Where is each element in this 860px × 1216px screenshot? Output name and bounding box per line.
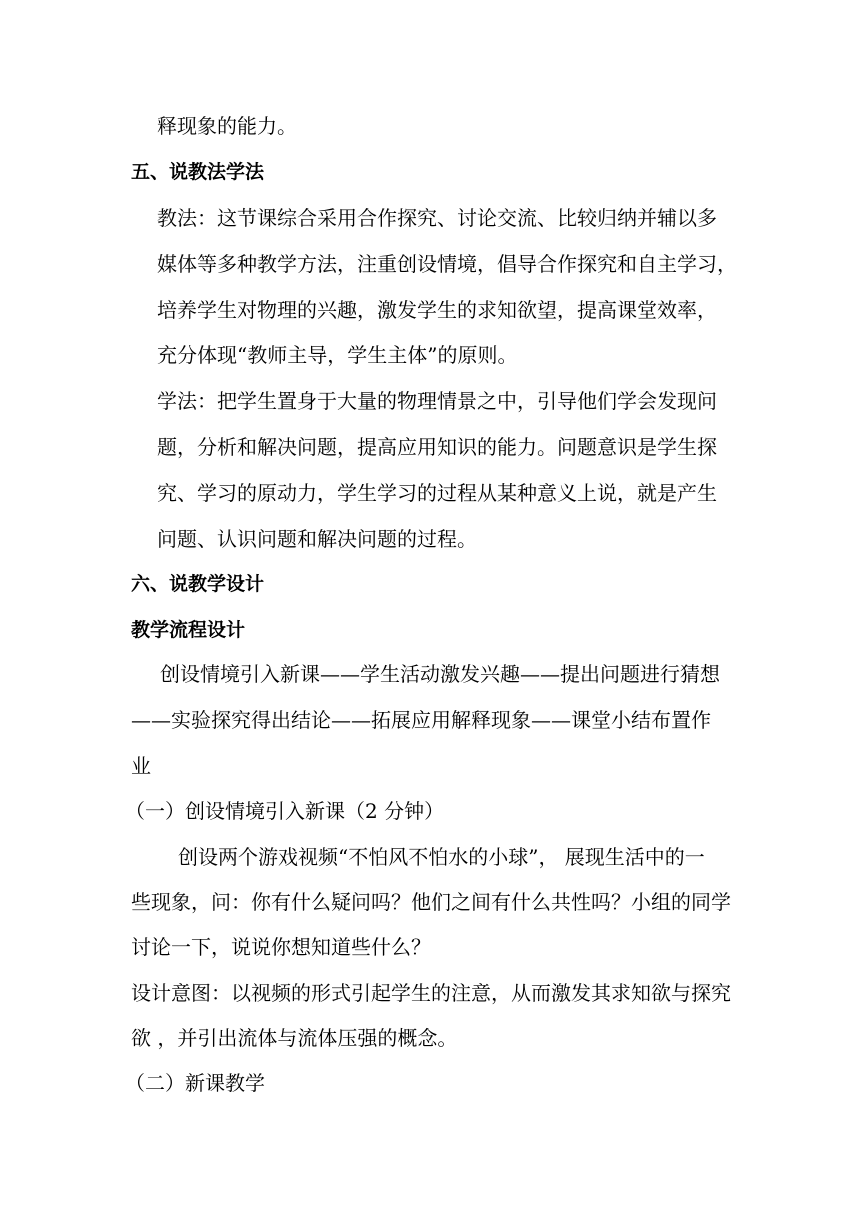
design-intent-line-1: 设计意图：以视频的形式引起学生的注意，从而激发其求知欲与探究 (131, 981, 731, 1005)
section-one-body-line-2: 些现象，问：你有什么疑问吗？他们之间有什么共性吗？小组的同学 (131, 890, 731, 914)
section-one-body-line-1: 创设两个游戏视频“不怕风不怕水的小球”， 展现生活中的一 (178, 845, 705, 869)
learning-method-line-4: 问题、认识问题和解决问题的过程。 (157, 527, 477, 551)
teaching-method-line-2: 媒体等多种教学方法，注重创设情境，倡导合作探究和自主学习， (157, 252, 737, 276)
flow-line-3: 业 (131, 754, 151, 778)
learning-method-line-2: 题，分析和解决问题，提高应用知识的能力。问题意识是学生探 (157, 435, 717, 459)
flow-line-2: ——实验探究得出结论——拓展应用解释现象——课堂小结布置作 (131, 708, 711, 732)
teaching-method-line-3: 培养学生对物理的兴趣，激发学生的求知欲望，提高课堂效率， (157, 298, 717, 322)
learning-method-line-3: 究、学习的原动力，学生学习的过程从某种意义上说，就是产生 (157, 481, 717, 505)
section-heading-six: 六、说教学设计 (131, 573, 265, 595)
section-one-title: （一）创设情境引入新课（2 分钟） (125, 799, 445, 823)
section-one-body-line-3: 讨论一下，说说你想知道些什么？ (131, 935, 431, 959)
section-heading-five: 五、说教法学法 (131, 161, 265, 183)
section-two-title: （二）新课教学 (125, 1071, 265, 1095)
paragraph-line: 释现象的能力。 (157, 114, 297, 138)
teaching-method-line-4: 充分体现“教师主导，学生主体”的原则。 (157, 343, 518, 367)
learning-method-line-1: 学法：把学生置身于大量的物理情景之中，引导他们学会发现问 (157, 389, 717, 413)
design-intent-line-2: 欲 ，并引出流体与流体压强的概念。 (131, 1026, 458, 1050)
flow-line-1: 创设情境引入新课——学生活动激发兴趣——提出问题进行猜想 (160, 662, 720, 686)
teaching-method-line-1: 教法：这节课综合采用合作探究、讨论交流、比较归纳并辅以多 (157, 206, 717, 230)
flow-heading: 教学流程设计 (131, 619, 246, 641)
